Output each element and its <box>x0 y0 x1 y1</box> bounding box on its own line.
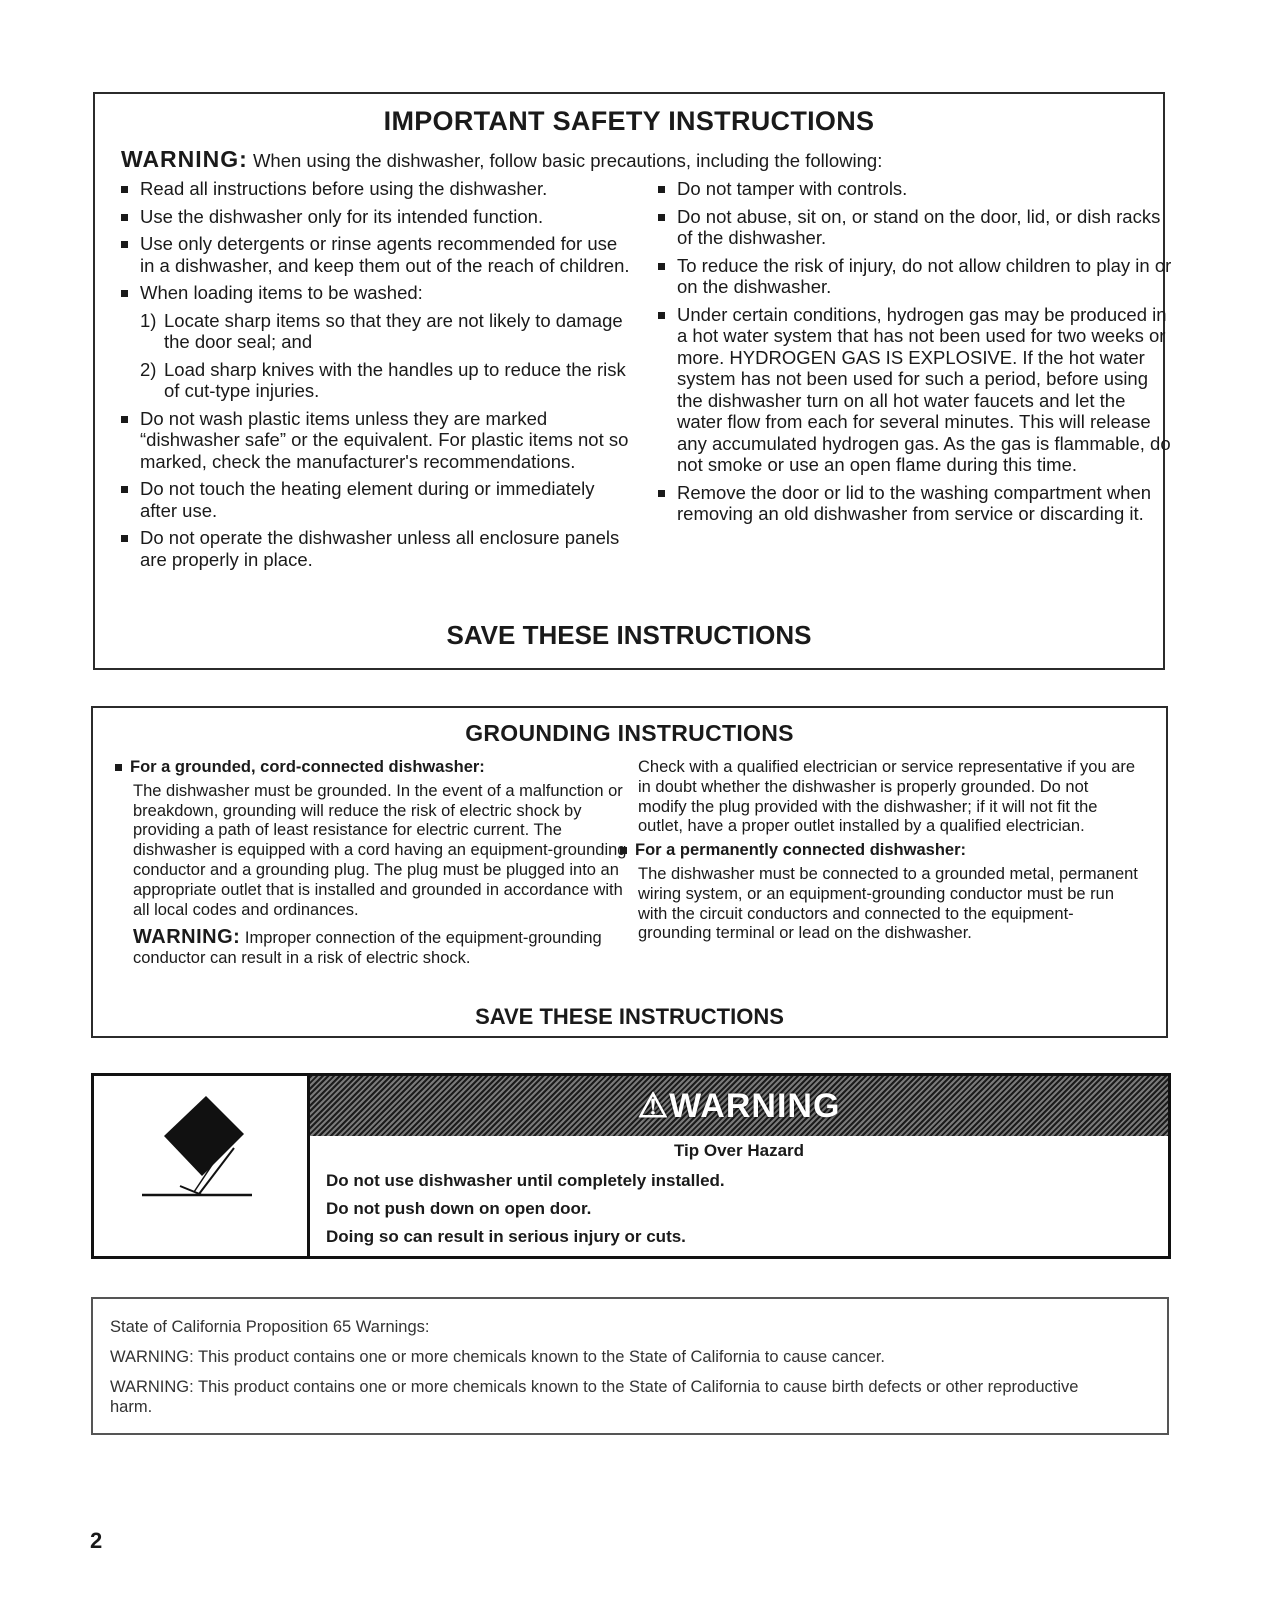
cord-connected-text: The dishwasher must be grounded. In the event of a malfunction or breakdown, grounding will reduce the risk of electric shock by providing a path of least resistance for electric current. The dishwasher is equipped with a cord having an equipment-grounding conductor and a grounding plug. The plug must be plugged into an appropriate outlet that is installed and grounded in accordance with all local codes and ordinances. <box>133 781 627 919</box>
warning-text: Improper connection of the equipment-grounding conductor can result in a risk of electric shock. <box>133 929 602 968</box>
permanent-connected-heading: For a permanently connected dishwasher: <box>620 841 1140 861</box>
list-item: Do not abuse, sit on, or stand on the door, lid, or dish racks of the dishwasher. <box>632 206 1172 249</box>
warning-triangle-icon: ⚠ <box>637 1087 670 1125</box>
hazard-line: Do not use dishwasher until completely installed. <box>326 1171 725 1190</box>
safety-left-column <box>95 178 635 576</box>
save-instructions-heading: SAVE THESE INSTRUCTIONS <box>446 620 812 650</box>
page-number: 2 <box>90 1528 103 1553</box>
list-item: Remove the door or lid to the washing compartment when removing an old dishwasher from service or discarding it. <box>632 482 1172 525</box>
list-item: Do not tamper with controls. <box>632 178 1172 200</box>
check-electrician-text: Check with a qualified electrician or service representative if you are in doubt whether the dishwasher is properly grounded. Do not modify the plug provided with the dishwasher; if it will not fit the outlet, have a proper outlet installed by a qualified electrician. <box>638 758 1136 836</box>
list-item: Do not wash plastic items unless they are marked “dishwasher safe” or the equivalent. For plastic items not so marked, check the manufacturer's recommendations. <box>95 408 635 473</box>
tip-over-icon-cell <box>94 1076 310 1256</box>
grounding-right-column <box>620 758 1140 944</box>
hazard-line: Doing so can result in serious injury or cuts. <box>326 1227 686 1246</box>
cord-connected-heading: For a grounded, cord-connected dishwasher: <box>115 758 635 778</box>
list-item: 2) Load sharp knives with the handles up to reduce the risk of cut-type injuries. <box>140 358 626 401</box>
prop65-heading: State of California Proposition 65 Warnings: <box>110 1318 430 1336</box>
loading-sub-list <box>140 310 635 402</box>
list-item: Under certain conditions, hydrogen gas may be produced in a hot water system that has not been used for two weeks or more. HYDROGEN GAS IS EXPLOSIVE. If the hot water system has not been used for such a period, before using the dishwasher turn on all hot water faucets and let the water flow from each for several minutes. This will release any accumulated hydrogen gas. As the gas is flammable, do not smoke or use an open flame during this time. <box>632 304 1172 476</box>
list-item: When loading items to be washed: 1) Locate sharp items so that they are not likely to damage the door seal; and 2) Load sharp knives with the handles up to reduce the risk of cut-type injuries. <box>95 282 635 402</box>
list-item: Do not operate the dishwasher unless all enclosure panels are properly in place. <box>95 527 635 570</box>
list-item: 1) Locate sharp items so that they are not likely to damage the door seal; and <box>140 309 623 352</box>
safety-right-column <box>632 178 1172 531</box>
safety-title: IMPORTANT SAFETY INSTRUCTIONS <box>383 106 875 136</box>
list-item: Do not touch the heating element during or immediately after use. <box>95 478 635 521</box>
warning-label: WARNING: <box>133 926 241 949</box>
warning-banner <box>310 1076 1168 1136</box>
grounding-instructions-box <box>91 706 1168 1038</box>
list-item: Read all instructions before using the dishwasher. <box>95 178 635 200</box>
hazard-line: Do not push down on open door. <box>326 1199 592 1218</box>
warning-banner-text: WARNING <box>669 1087 841 1125</box>
permanent-connected-text: The dishwasher must be connected to a grounded metal, permanent wiring system, or an equipment-grounding conductor must be run with the circuit conductors and connected to the equipment-grounding terminal or lead on the dishwasher. <box>638 864 1138 943</box>
grounding-left-column <box>115 758 635 969</box>
prop65-warning-cancer: WARNING: This product contains one or more chemicals known to the State of California to cause cancer. <box>110 1348 885 1366</box>
safety-warning-line <box>121 146 882 173</box>
grounding-title: GROUNDING INSTRUCTIONS <box>465 720 794 746</box>
save-instructions-heading: SAVE THESE INSTRUCTIONS <box>475 1004 784 1029</box>
prop65-box <box>91 1297 1169 1435</box>
tip-over-warning-box <box>91 1073 1171 1259</box>
list-item: To reduce the risk of injury, do not allow children to play in or on the dishwasher. <box>632 255 1172 298</box>
grounding-warning <box>115 928 635 969</box>
prop65-warning-reproductive: WARNING: This product contains one or more chemicals known to the State of California to cause birth defects or other reproductive harm. <box>110 1378 1079 1416</box>
warning-text: When using the dishwasher, follow basic precautions, including the following: <box>252 150 883 171</box>
warning-label: WARNING: <box>121 146 248 172</box>
tip-over-hazard-icon <box>94 1076 307 1256</box>
list-item: Use the dishwasher only for its intended function. <box>95 206 635 228</box>
hazard-title: Tip Over Hazard <box>673 1141 805 1160</box>
safety-instructions-box <box>93 92 1172 670</box>
list-item: Use only detergents or rinse agents recommended for use in a dishwasher, and keep them out of the reach of children. <box>95 233 635 276</box>
